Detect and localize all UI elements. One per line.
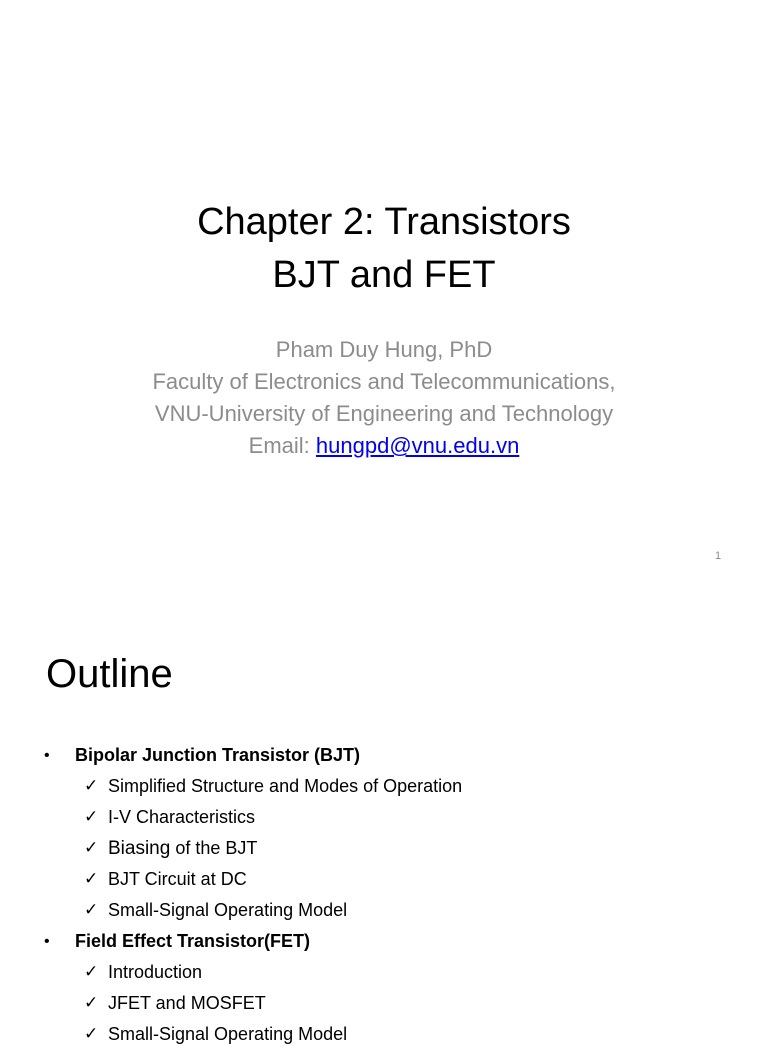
outline-slide (0, 580, 768, 1044)
checkmark-icon: ✓ (84, 807, 99, 827)
item-small-signal-fet: Small-Signal Operating Model (108, 1024, 348, 1044)
item-bjt-dc: BJT Circuit at DC (108, 869, 247, 889)
bullet-icon: • (44, 933, 50, 950)
list-item (0, 988, 768, 1019)
checkmark-icon: ✓ (84, 962, 99, 982)
checkmark-icon: ✓ (84, 838, 99, 858)
biasing-word: Biasing (108, 838, 171, 859)
page-number: 1 (714, 550, 722, 562)
title-line-chapter: Chapter 2: Transistors (197, 201, 571, 243)
outline-list (0, 740, 768, 1050)
email-link[interactable]: hungpd@vnu.edu.vn (315, 433, 520, 458)
list-item (0, 771, 768, 802)
list-item (0, 833, 768, 864)
checkmark-icon: ✓ (84, 993, 99, 1013)
author-name: Pham Duy Hung, PhD (275, 337, 493, 362)
list-item (0, 802, 768, 833)
bullet-icon: • (44, 747, 50, 764)
slide-subtitle (0, 334, 768, 462)
section-label-fet: Field Effect Transistor(FET) (75, 931, 311, 951)
checkmark-icon: ✓ (84, 900, 99, 920)
email-label: Email: (248, 433, 316, 458)
checkmark-icon: ✓ (84, 869, 99, 889)
section-bjt (0, 740, 768, 771)
checkmark-icon: ✓ (84, 776, 99, 796)
biasing-rest: of the BJT (170, 838, 258, 858)
title-line-topics: BJT and FET (272, 254, 496, 296)
outline-title: Outline (46, 652, 173, 696)
item-iv-characteristics: I-V Characteristics (108, 807, 256, 827)
item-small-signal-bjt: Small-Signal Operating Model (108, 900, 348, 920)
list-item (0, 1019, 768, 1050)
university-name: VNU-University of Engineering and Technology (154, 401, 614, 426)
item-introduction: Introduction (108, 962, 203, 982)
section-fet (0, 926, 768, 957)
list-item (0, 895, 768, 926)
list-item (0, 864, 768, 895)
section-label-bjt: Bipolar Junction Transistor (BJT) (75, 745, 361, 765)
item-biasing (108, 833, 257, 864)
slide-title (0, 196, 768, 302)
item-structure-modes: Simplified Structure and Modes of Operation (108, 776, 463, 796)
faculty-name: Faculty of Electronics and Telecommunications, (152, 369, 616, 394)
checkmark-icon: ✓ (84, 1024, 99, 1044)
list-item (0, 957, 768, 988)
item-jfet-mosfet: JFET and MOSFET (108, 993, 266, 1013)
email-line (0, 430, 768, 462)
